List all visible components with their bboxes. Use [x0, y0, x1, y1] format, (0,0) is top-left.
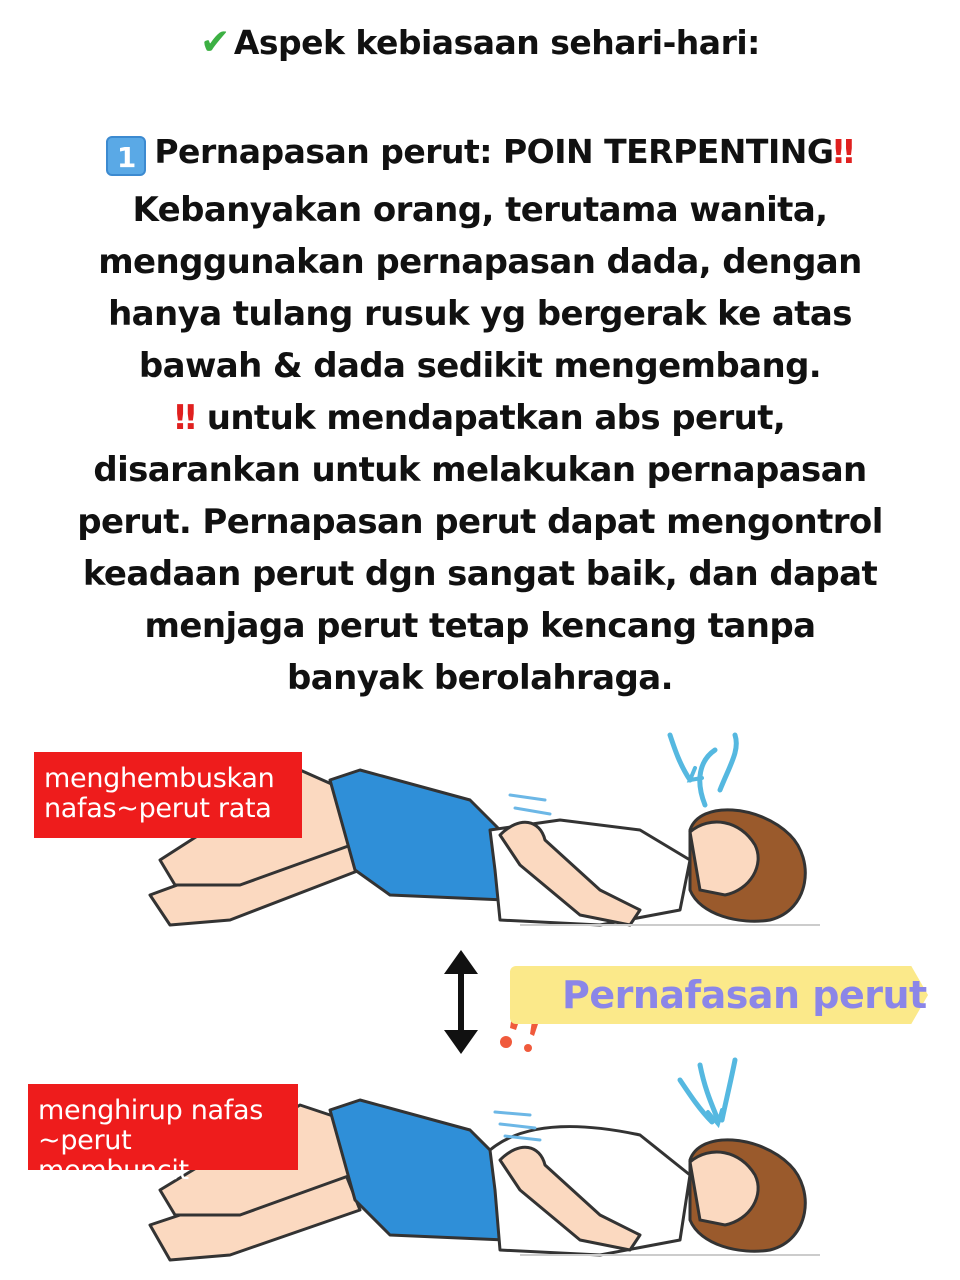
double-arrow-icon	[444, 950, 478, 1054]
paragraph-line: menggunakan pernapasan dada, dengan	[98, 242, 862, 282]
paragraph-line-text: untuk mendapatkan abs perut,	[206, 398, 786, 438]
check-icon: ✔	[200, 22, 230, 63]
number-one-icon: 1	[106, 136, 146, 176]
page-heading	[0, 22, 960, 63]
paragraph-line: disarankan untuk melakukan pernapasan	[93, 450, 867, 490]
double-exclamation-icon: ‼	[833, 132, 854, 171]
paragraph-line	[60, 392, 900, 444]
explanation-paragraph	[60, 184, 900, 704]
paragraph-line: banyak berolahraga.	[287, 658, 673, 698]
point-title-text: Pernapasan perut: POIN TERPENTING	[154, 132, 834, 171]
exhale-label-line1: menghembuskan	[44, 763, 275, 794]
paragraph-line: hanya tulang rusuk yg bergerak ke atas	[108, 294, 852, 334]
point-title	[0, 132, 960, 176]
paragraph-line: keadaan perut dgn sangat baik, dan dapat	[82, 554, 878, 594]
inhale-label-line2: ~perut membuncit	[38, 1125, 189, 1186]
banner-text: Pernafasan perut	[562, 973, 927, 1017]
inhale-label	[28, 1084, 298, 1186]
heading-text: Aspek kebiasaan sehari-hari:	[233, 23, 760, 62]
paragraph-line: menjaga perut tetap kencang tanpa	[144, 606, 816, 646]
double-exclamation-icon: ‼	[174, 398, 196, 438]
inhale-label-line1: menghirup nafas	[38, 1095, 263, 1126]
paragraph-line: bawah & dada sedikit mengembang.	[138, 346, 822, 386]
exhale-label-line2: nafas~perut rata	[44, 793, 272, 824]
paragraph-line: perut. Pernapasan perut dapat mengontrol	[77, 502, 883, 542]
paragraph-line: Kebanyakan orang, terutama wanita,	[132, 190, 828, 230]
exhale-label	[34, 752, 302, 838]
